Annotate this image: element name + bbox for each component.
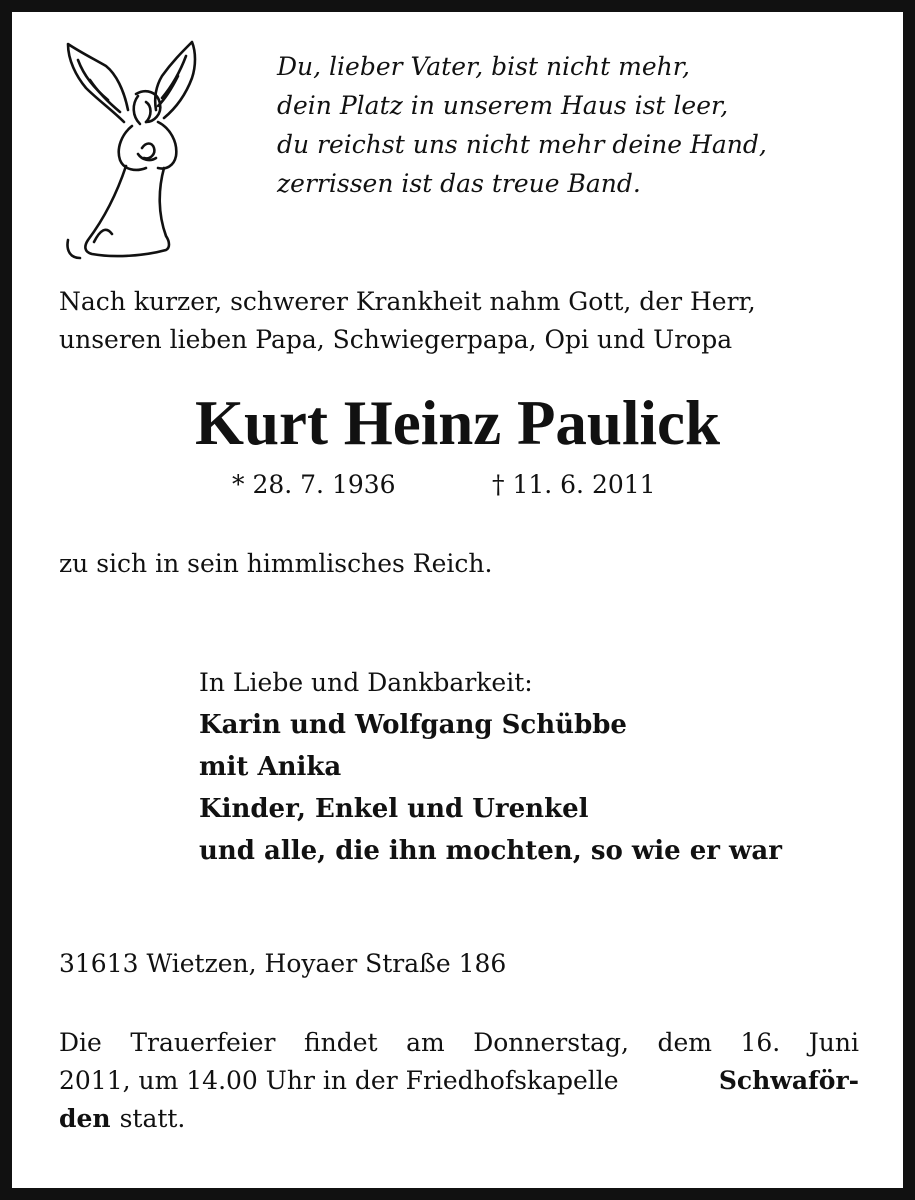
funeral-notice — [59, 1024, 859, 1138]
funeral-word: Die — [59, 1028, 102, 1057]
funeral-word: am — [406, 1028, 445, 1057]
mourners-block — [199, 662, 879, 872]
mourner-line: mit Anika — [199, 752, 342, 782]
poem-line: zerrissen ist das treue Band. — [277, 169, 641, 198]
funeral-word: Juni — [808, 1028, 859, 1057]
mourners-intro: In Liebe und Dankbarkeit: — [199, 668, 533, 697]
mourner-line: Kinder, Enkel und Urenkel — [199, 794, 589, 824]
mourner-line: Karin und Wolfgang Schübbe — [199, 710, 627, 740]
funeral-word: dem — [657, 1028, 712, 1057]
funeral-place-end: den — [59, 1104, 111, 1133]
poem-line: Du, lieber Vater, bist nicht mehr, — [277, 52, 690, 81]
funeral-place: Schwaför- — [718, 1066, 859, 1095]
deceased-name: Kurt Heinz Paulick — [195, 388, 720, 458]
address: 31613 Wietzen, Hoyaer Straße 186 — [59, 949, 507, 978]
closing-text: zu sich in sein himmlisches Reich. — [59, 549, 493, 578]
poem-line: du reichst uns nicht mehr deine Hand, — [277, 130, 767, 159]
funeral-line-3 — [59, 1100, 859, 1138]
funeral-word: Donnerstag, — [473, 1028, 629, 1057]
funeral-line-2 — [59, 1062, 859, 1100]
death-date: † 11. 6. 2011 — [492, 470, 656, 499]
mourner-line: und alle, die ihn mochten, so wie er war — [199, 836, 782, 866]
funeral-word: findet — [303, 1028, 378, 1057]
intro-line: Nach kurzer, schwerer Krankheit nahm Gott, der Herr, — [59, 287, 756, 316]
intro-line: unseren lieben Papa, Schwiegerpapa, Opi und Uropa — [59, 325, 733, 354]
funeral-text-end: statt. — [119, 1104, 186, 1133]
funeral-text: 2011, um 14.00 Uhr in der Friedhofskapelle — [59, 1066, 619, 1095]
funeral-line-1 — [59, 1024, 859, 1062]
intro-text — [59, 283, 879, 359]
poem-line: dein Platz in unserem Haus ist leer, — [277, 91, 729, 120]
angel-icon — [54, 30, 214, 266]
funeral-word: Trauerfeier — [130, 1028, 276, 1057]
poem — [277, 47, 877, 203]
funeral-word: 16. — [740, 1028, 781, 1057]
birth-date: * 28. 7. 1936 — [232, 470, 396, 499]
